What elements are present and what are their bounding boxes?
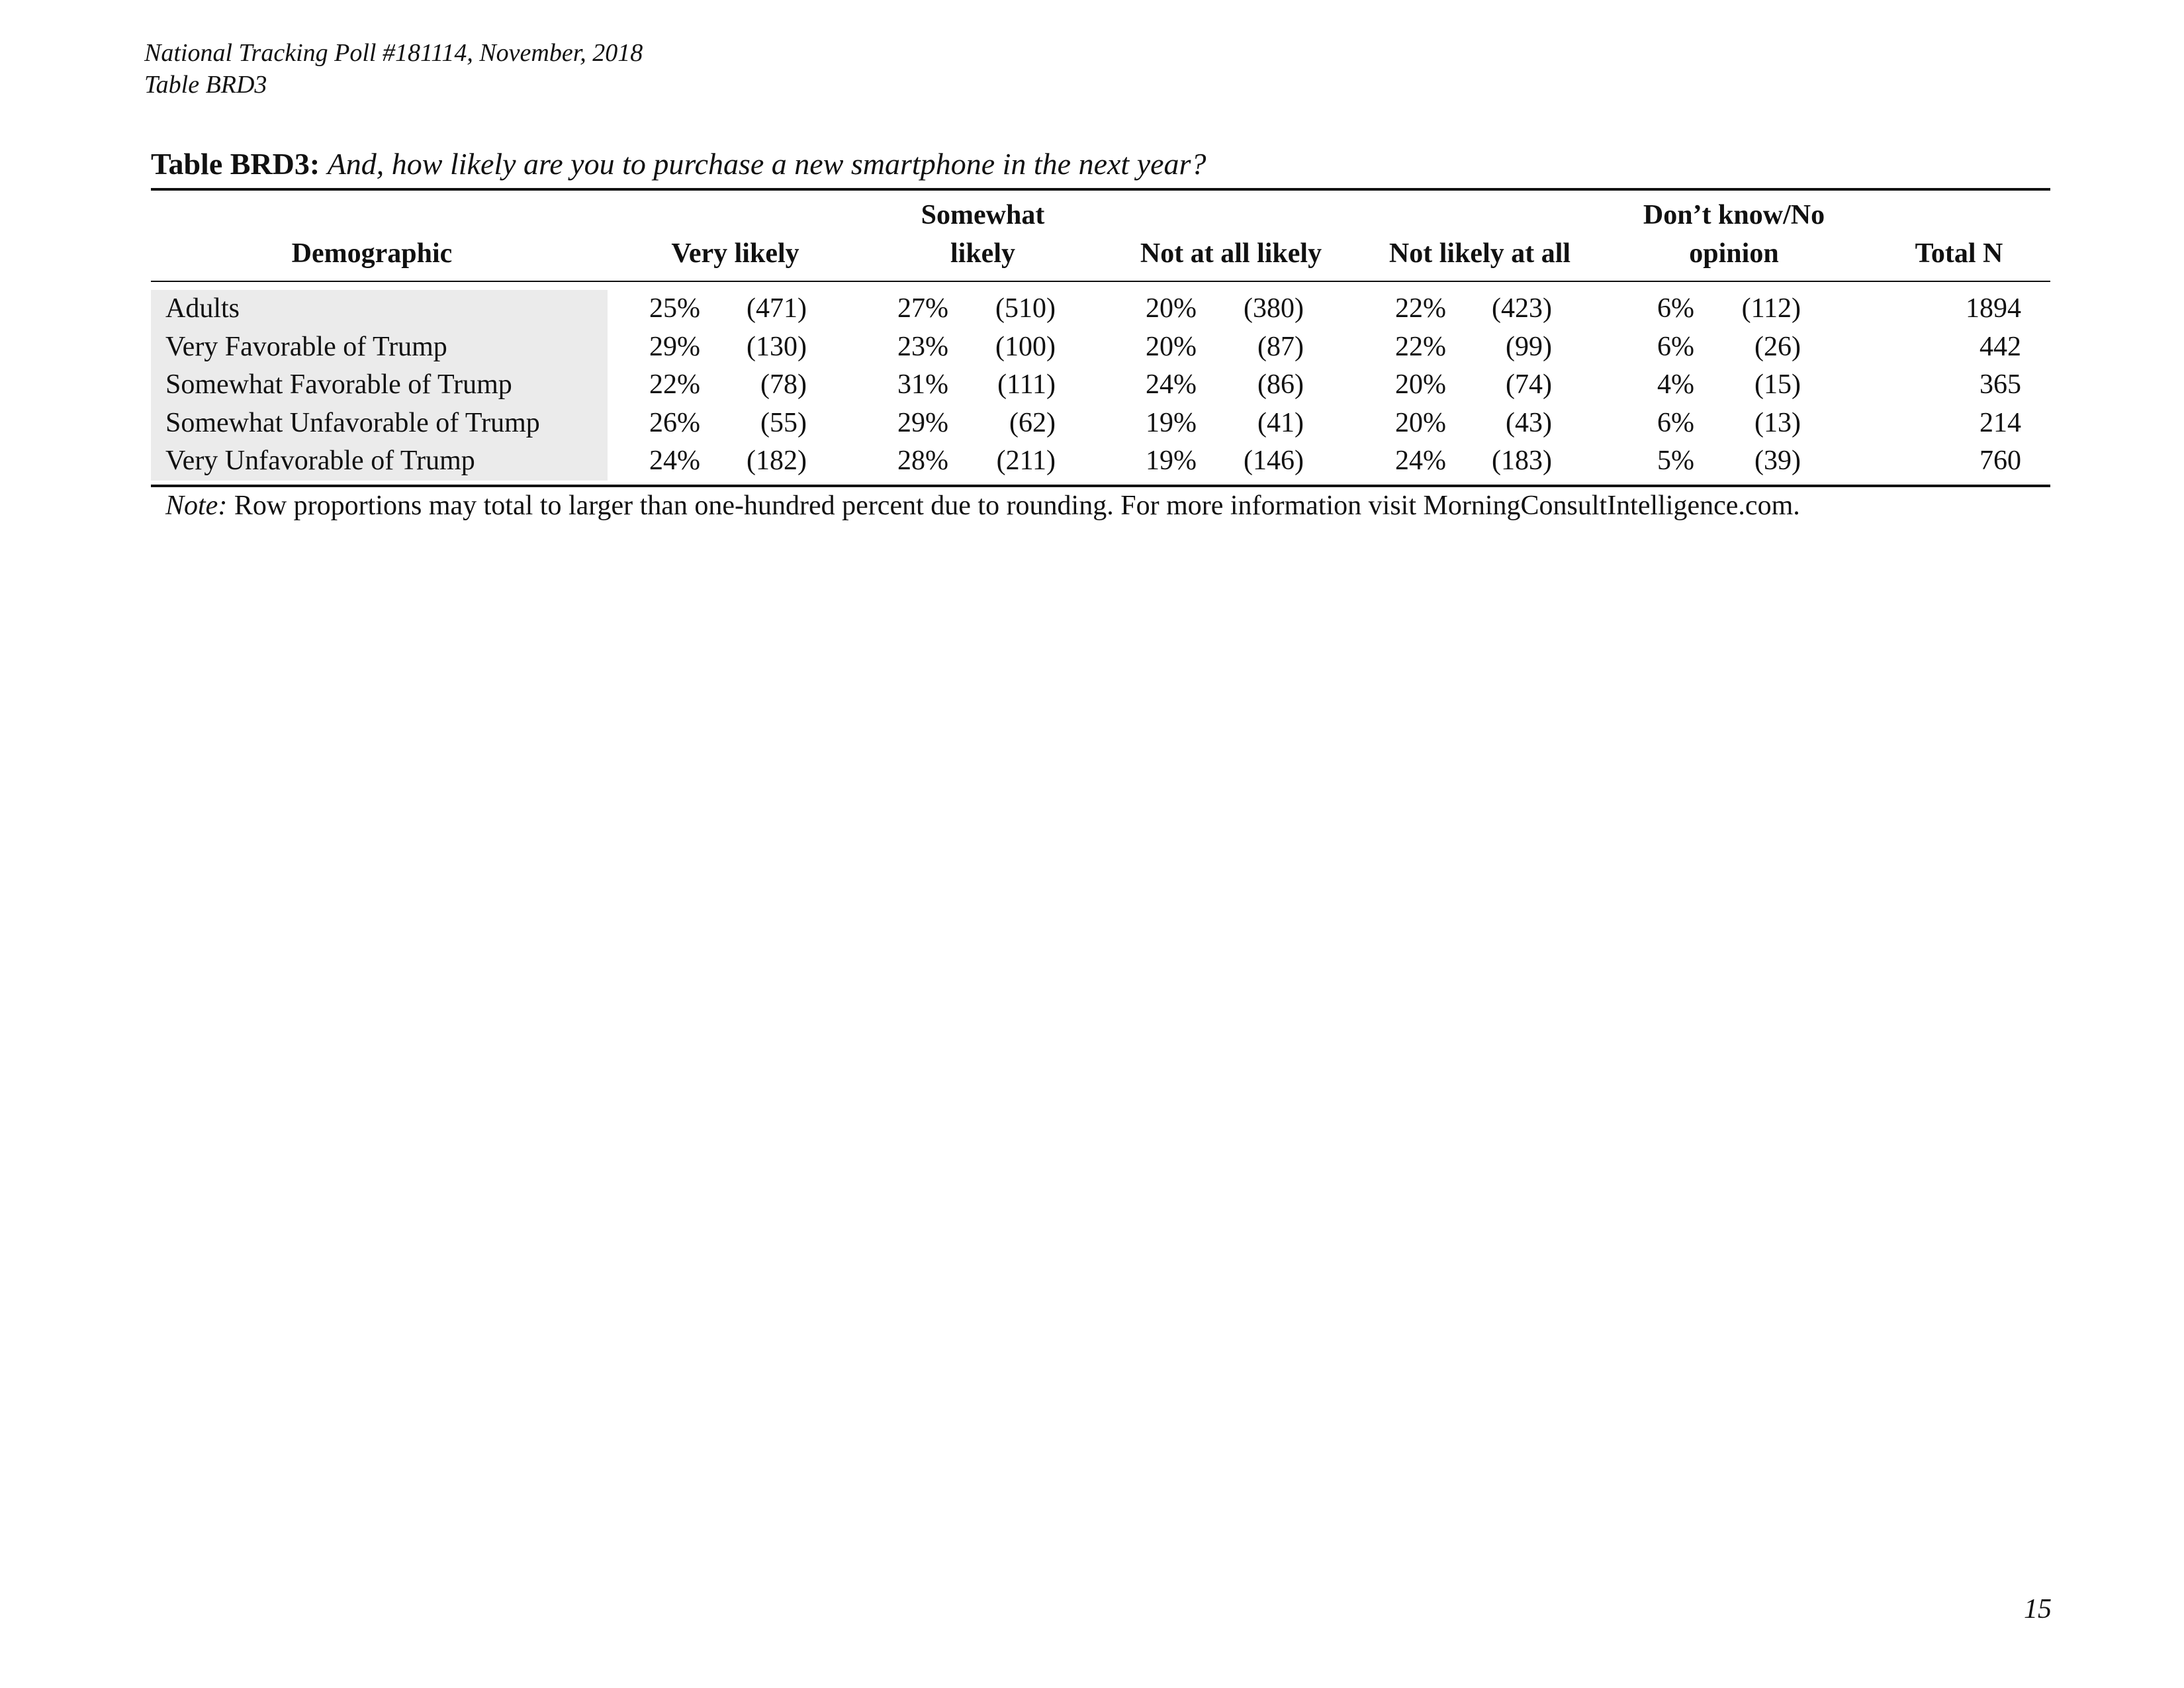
demographic-label: Somewhat Favorable of Trump — [165, 369, 512, 400]
column-header-dont-know-line2: opinion — [1689, 238, 1779, 269]
table-caption-question: And, how likely are you to purchase a new smartphone in the next year? — [327, 147, 1206, 181]
column-header-somewhat-likely — [884, 196, 1082, 273]
column-header-very-likely: Very likely — [671, 238, 799, 269]
dont-know-count: (26) — [1754, 332, 1801, 362]
not-likely-at-all-percent: 20% — [1395, 408, 1446, 438]
very-likely-count: (78) — [760, 369, 807, 400]
very-likely-percent: 24% — [649, 445, 700, 476]
running-header — [144, 37, 643, 101]
table-caption-label: Table BRD3: — [151, 147, 320, 181]
demographic-label: Very Unfavorable of Trump — [165, 445, 475, 476]
not-likely-at-all-count: (183) — [1492, 445, 1552, 476]
note-label: Note: — [165, 491, 228, 521]
column-header-demographic: Demographic — [291, 238, 453, 269]
not-at-all-likely-count: (146) — [1244, 445, 1304, 476]
dont-know-percent: 6% — [1657, 293, 1694, 324]
not-at-all-likely-count: (380) — [1244, 293, 1304, 324]
somewhat-likely-count: (62) — [1009, 408, 1056, 438]
demographic-label: Somewhat Unfavorable of Trump — [165, 408, 540, 438]
somewhat-likely-count: (100) — [995, 332, 1056, 362]
not-at-all-likely-count: (41) — [1257, 408, 1304, 438]
somewhat-likely-percent: 27% — [897, 293, 948, 324]
very-likely-percent: 25% — [649, 293, 700, 324]
total-n-value: 214 — [1979, 408, 2021, 438]
header-bottom-rule — [151, 281, 2050, 282]
very-likely-count: (130) — [747, 332, 807, 362]
somewhat-likely-count: (211) — [996, 445, 1056, 476]
very-likely-count: (182) — [747, 445, 807, 476]
column-header-somewhat-line2: likely — [950, 238, 1015, 269]
note-text: Row proportions may total to larger than one-hundred percent due to rounding. For more information visit MorningConsultIntelligence.com. — [234, 491, 1800, 521]
not-at-all-likely-percent: 24% — [1146, 369, 1197, 400]
not-at-all-likely-count: (87) — [1257, 332, 1304, 362]
table-caption — [151, 146, 1206, 183]
table-top-rule — [151, 188, 2050, 191]
table-reference: Table BRD3 — [144, 71, 267, 99]
table-row — [0, 442, 2184, 480]
not-likely-at-all-percent: 20% — [1395, 369, 1446, 400]
total-n-value: 365 — [1979, 369, 2021, 400]
somewhat-likely-percent: 28% — [897, 445, 948, 476]
dont-know-percent: 6% — [1657, 332, 1694, 362]
total-n-value: 1894 — [1966, 293, 2021, 324]
not-likely-at-all-percent: 22% — [1395, 332, 1446, 362]
somewhat-likely-percent: 31% — [897, 369, 948, 400]
not-at-all-likely-percent: 20% — [1146, 332, 1197, 362]
table-row — [0, 328, 2184, 366]
very-likely-percent: 26% — [649, 408, 700, 438]
dont-know-count: (39) — [1754, 445, 1801, 476]
not-at-all-likely-percent: 20% — [1146, 293, 1197, 324]
not-likely-at-all-percent: 24% — [1395, 445, 1446, 476]
table-row — [0, 366, 2184, 404]
demographic-label: Very Favorable of Trump — [165, 332, 447, 362]
total-n-value: 760 — [1979, 445, 2021, 476]
not-at-all-likely-count: (86) — [1257, 369, 1304, 400]
somewhat-likely-count: (111) — [997, 369, 1056, 400]
column-header-dont-know-line1: Don’t know/No — [1643, 200, 1825, 230]
not-likely-at-all-count: (74) — [1506, 369, 1552, 400]
table-row — [0, 290, 2184, 328]
total-n-value: 442 — [1979, 332, 2021, 362]
poll-title: National Tracking Poll #181114, November, 2018 — [144, 39, 643, 67]
not-likely-at-all-count: (423) — [1492, 293, 1552, 324]
not-at-all-likely-percent: 19% — [1146, 445, 1197, 476]
column-header-not-at-all-likely: Not at all likely — [1140, 238, 1322, 269]
dont-know-percent: 4% — [1657, 369, 1694, 400]
very-likely-count: (55) — [760, 408, 807, 438]
very-likely-count: (471) — [747, 293, 807, 324]
very-likely-percent: 29% — [649, 332, 700, 362]
not-at-all-likely-percent: 19% — [1146, 408, 1197, 438]
not-likely-at-all-count: (99) — [1506, 332, 1552, 362]
very-likely-percent: 22% — [649, 369, 700, 400]
column-header-not-likely-at-all: Not likely at all — [1388, 238, 1571, 269]
column-header-total-n: Total N — [1915, 238, 2003, 269]
table-note — [165, 487, 1800, 524]
table-row — [0, 404, 2184, 442]
somewhat-likely-count: (510) — [995, 293, 1056, 324]
not-likely-at-all-count: (43) — [1506, 408, 1552, 438]
dont-know-percent: 6% — [1657, 408, 1694, 438]
somewhat-likely-percent: 23% — [897, 332, 948, 362]
demographic-label: Adults — [165, 293, 240, 324]
column-header-somewhat-line1: Somewhat — [921, 200, 1045, 230]
somewhat-likely-percent: 29% — [897, 408, 948, 438]
dont-know-count: (13) — [1754, 408, 1801, 438]
dont-know-count: (112) — [1741, 293, 1801, 324]
dont-know-count: (15) — [1754, 369, 1801, 400]
dont-know-percent: 5% — [1657, 445, 1694, 476]
column-header-dont-know — [1602, 196, 1866, 273]
page-number: 15 — [2024, 1594, 2052, 1624]
not-likely-at-all-percent: 22% — [1395, 293, 1446, 324]
